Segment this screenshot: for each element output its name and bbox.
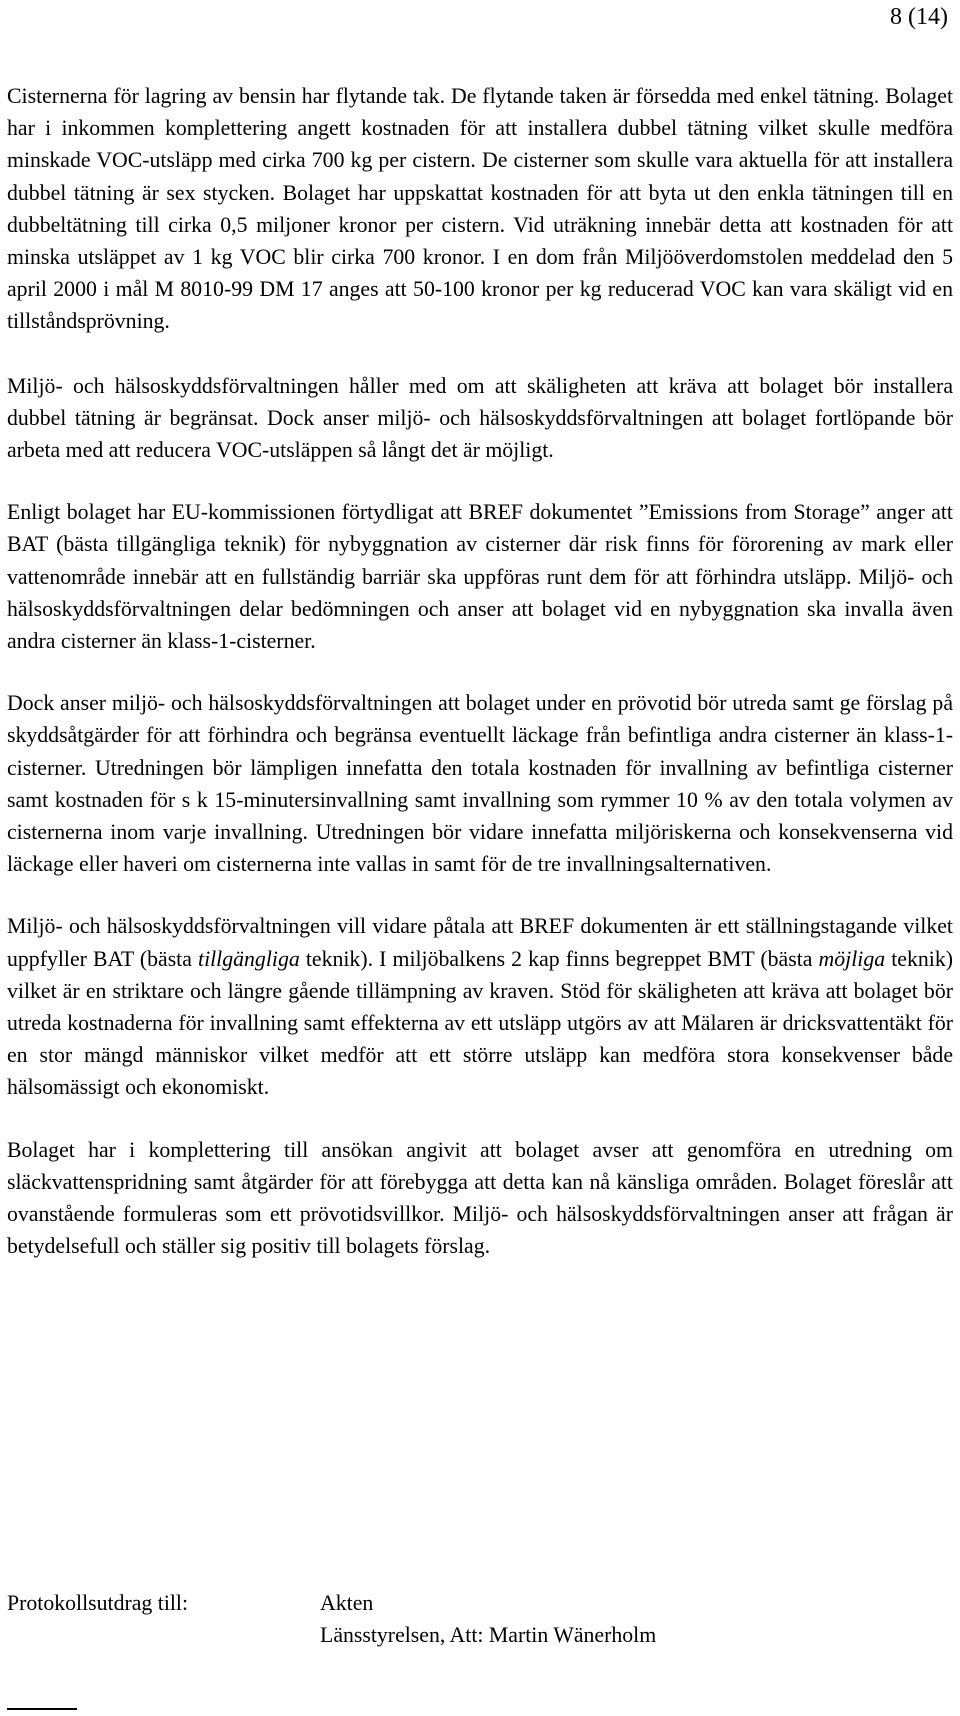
bat-italic-mojliga: möjliga	[818, 946, 886, 971]
distribution-label: Protokollsutdrag till:	[7, 1591, 189, 1615]
footnote-rule	[7, 1708, 77, 1710]
document-body	[7, 80, 953, 1293]
paragraph-bref-emissions: Enligt bolaget har EU-kommissionen förtydligat att BREF dokumentet ”Emissions from Storage” anger att BAT (bästa tillgängliga teknik) för nybyggnation av cisterner där risk finns för förorening av mark eller vattenområde innebär att en fullständig barriär ska uppföras runt dem för att förhindra utsläpp. Miljö- och hälsoskyddsförvaltningen delar bedömningen och anser att bolaget vid en nybyggnation ska invalla även andra cisterner än klass-1-cisterner.	[7, 500, 953, 654]
bat-text-part3: teknik) vilket är en striktare och längre gående tillämpning av kraven. Stöd för skäligheten att kräva att bolaget bör utreda kostnaderna för invallning samt effekterna av ett utsläpp utgörs av att Mälaren är dricksvattentäkt för en stor mängd människor vilket medför att ett större utsläpp kan medföra stora konsekvenser både hälsomässigt och ekonomiskt.	[7, 946, 953, 1100]
recipient-lansstyrelsen: Länsstyrelsen, Att: Martin Wänerholm	[320, 1623, 657, 1648]
paragraph-trial-period: Dock anser miljö- och hälsoskyddsförvaltningen att bolaget under en prövotid bör utreda samt ge förslag på skyddsåtgärder för att förhindra och begränsa eventuellt läckage från befintliga andra cisterner än klass-1-cisterner. Utredningen bör lämpligen innefatta den totala kostnaden för invallning av befintliga cisterner samt kostnaden för s k 15-minutersinvallning samt invallning som rymmer 10 % av den totala volymen av cisternerna inom varje invallning. Utredningen bör vidare innefatta miljöriskerna och konsekvenserna vid läckage eller haveri om cisternerna inte vallas in samt för de tre invallningsalternativen.	[7, 691, 953, 877]
bat-text-part1: Miljö- och hälsoskyddsförvaltningen vill vidare påtala att BREF dokumenten är ett ställningstagande vilket uppfyller BAT (bästa	[7, 914, 953, 971]
paragraph-reasonableness: Miljö- och hälsoskyddsförvaltningen håller med om att skäligheten att kräva att bolaget bör installera dubbel tätning är begränsat. Dock anser miljö- och hälsoskyddsförvaltningen att bolaget fortlöpande bör arbeta med att reducera VOC-utsläppen så långt det är möjligt.	[7, 373, 953, 463]
recipient-akten: Akten	[320, 1591, 374, 1615]
paragraph-voc-sealing: Cisternerna för lagring av bensin har flytande tak. De flytande taken är försedda med enkel tätning. Bolaget har i inkommen komplettering angett kostnaden för att installera dubbel tätning vilket skulle medföra minskade VOC-utsläpp med cirka 700 kg per cistern. De cisterner som skulle vara aktuella för att installera dubbel tätning är sex stycken. Bolaget har uppskattat kostnaden för att byta ut den enkla tätningen till en dubbeltätning till cirka 0,5 miljoner kronor per cistern. Vid uträkning innebär detta att kostnaden för att minska utsläppet av 1 kg VOC blir cirka 700 kronor. I en dom från Miljööverdomstolen meddelad den 5 april 2000 i mål M 8010-99 DM 17 anges att 50-100 kronor per kg reducerad VOC kan vara skäligt vid en tillståndsprövning.	[7, 84, 953, 334]
bat-italic-tillgangliga: tillgängliga	[198, 946, 300, 971]
page-number: 8 (14)	[890, 4, 948, 30]
paragraph-extinguishing-water: Bolaget har i komplettering till ansökan angivit att bolaget avser att genomföra en utredning om släckvattenspridning samt åtgärder för att förebygga att detta kan nå känsliga områden. Bolaget föreslår att ovanstående formuleras som ett prövotidsvillkor. Miljö- och hälsoskyddsförvaltningen anser att frågan är betydelsefull och ställer sig positiv till bolagets förslag.	[7, 1137, 953, 1259]
paragraph-bat-bmt	[7, 910, 953, 1103]
bat-text-part2: teknik). I miljöbalkens 2 kap finns begreppet BMT (bästa	[299, 946, 819, 971]
distribution-recipients	[320, 1587, 920, 1651]
